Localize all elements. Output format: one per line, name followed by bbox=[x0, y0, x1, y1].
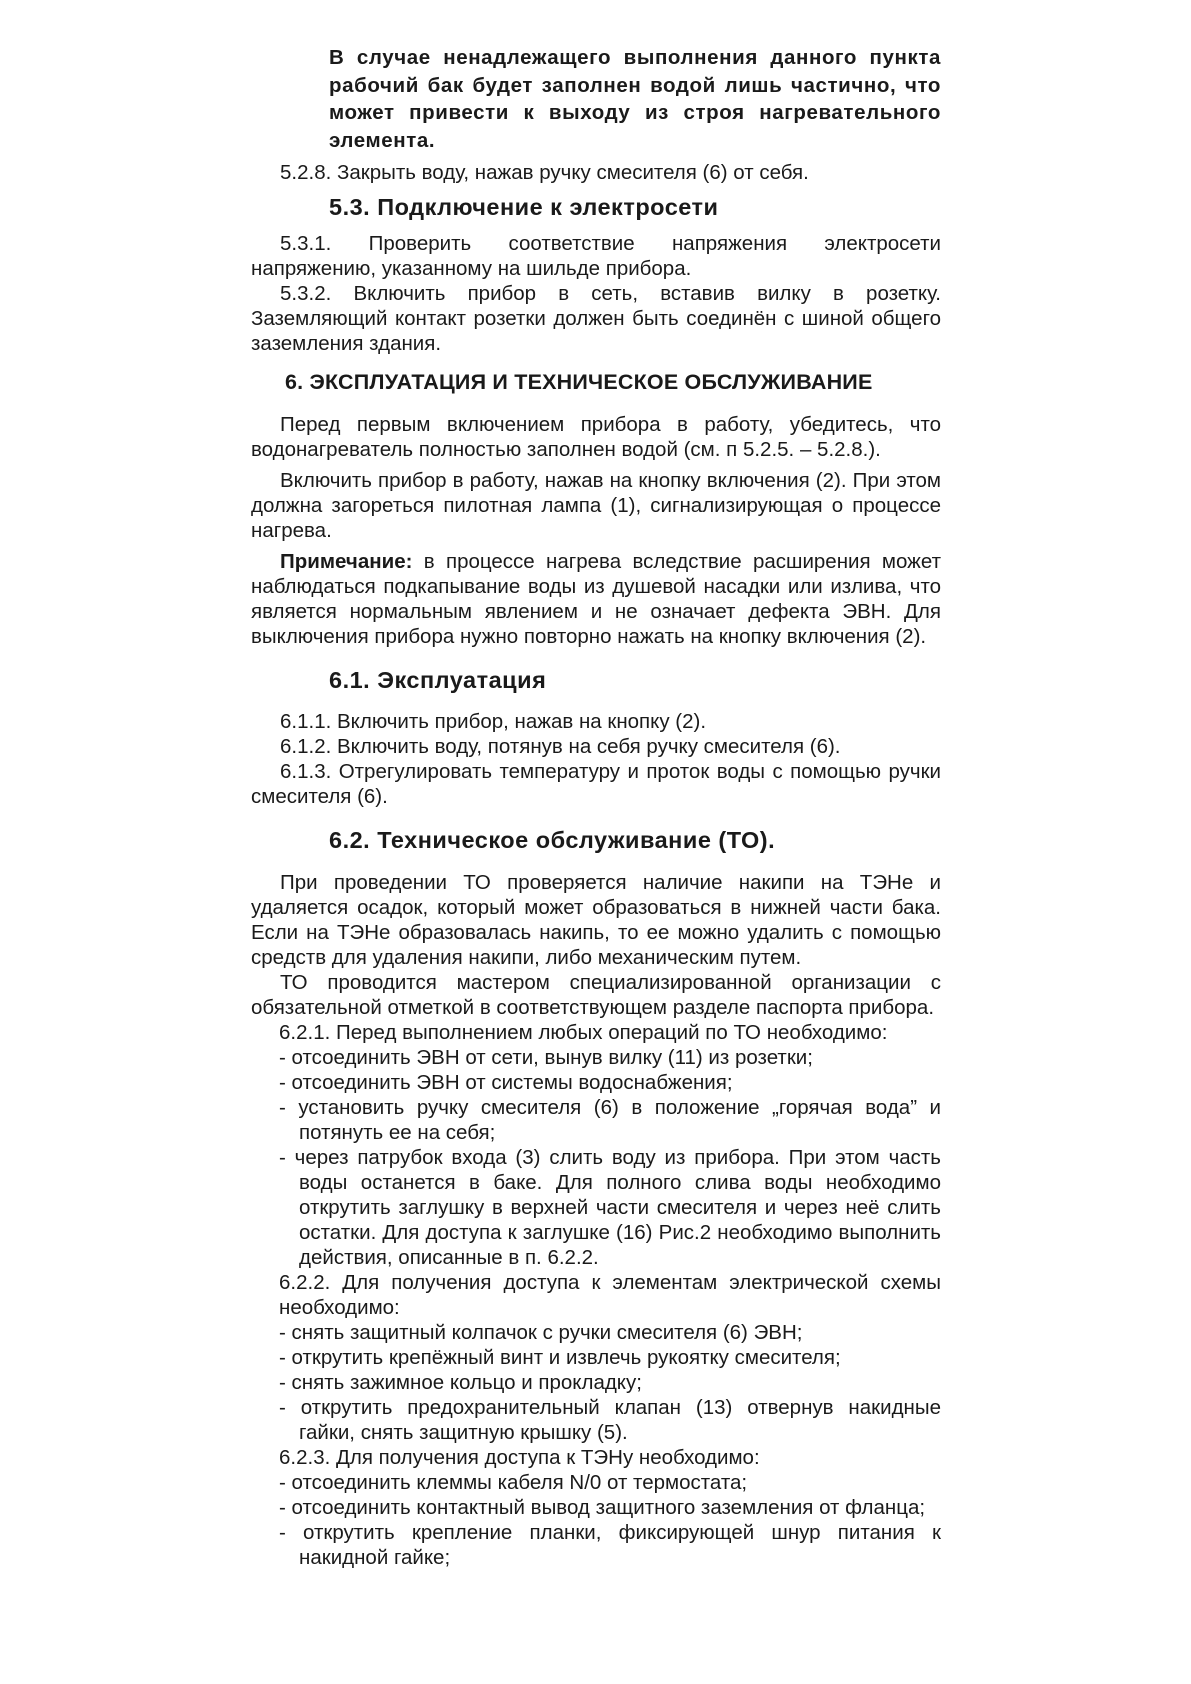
step-6-2-1: 6.2.1. Перед выполнением любых операций по ТО необходимо: bbox=[279, 1021, 888, 1044]
list-item: - отсоединить клеммы кабеля N/0 от термостата; bbox=[279, 1471, 748, 1494]
step-5-2-8: 5.2.8. Закрыть воду, нажав ручку смесителя (6) от себя. bbox=[280, 161, 809, 184]
paragraph-first-start: Перед первым включением прибора в работу, убедитесь, что водонагреватель полностью заполнен водой (см. п 5.2.5. – 5.2.8.). bbox=[251, 413, 941, 461]
list-item: - установить ручку смесителя (6) в положение „горячая вода” и потянуть ее на себя; bbox=[279, 1096, 941, 1144]
paragraph-maintenance-scale: При проведении ТО проверяется наличие накипи на ТЭНе и удаляется осадок, который может образоваться в нижней части бака. Если на ТЭНе образовалась накипь, то ее можно удалить с помощью средств для удаления накипи, либо механическим путем. bbox=[251, 871, 941, 969]
note-text: в процессе нагрева вследствие расширения может наблюдаться подкапывание воды из душевой насадки или излива, что является нормальным явлением и не означает дефекта ЭВН. Для выключения прибора нужно повторно нажать на кнопку включения (2). bbox=[251, 550, 941, 648]
heading-5-3: 5.3. Подключение к электросети bbox=[329, 194, 719, 220]
step-6-1-3: 6.1.3. Отрегулировать температуру и проток воды с помощью ручки смесителя (6). bbox=[251, 760, 941, 808]
list-item: - снять защитный колпачок с ручки смесителя (6) ЭВН; bbox=[279, 1321, 803, 1344]
list-item: - отсоединить контактный вывод защитного заземления от фланца; bbox=[279, 1496, 926, 1519]
step-6-1-1: 6.1.1. Включить прибор, нажав на кнопку (2). bbox=[280, 710, 707, 733]
step-6-2-3: 6.2.3. Для получения доступа к ТЭНу необходимо: bbox=[279, 1446, 760, 1469]
list-item: - снять зажимное кольцо и прокладку; bbox=[279, 1371, 642, 1394]
paragraph-switch-on: Включить прибор в работу, нажав на кнопку включения (2). При этом должна загореться пилотная лампа (1), сигнализирующая о процессе нагрева. bbox=[251, 469, 941, 542]
list-item: - отсоединить ЭВН от сети, вынув вилку (11) из розетки; bbox=[279, 1046, 813, 1069]
list-item: - открутить крепление планки, фиксирующей шнур питания к накидной гайке; bbox=[279, 1521, 941, 1569]
heading-6-2: 6.2. Техническое обслуживание (ТО). bbox=[329, 827, 776, 853]
step-6-1-2: 6.1.2. Включить воду, потянув на себя ручку смесителя (6). bbox=[280, 735, 841, 758]
text-column bbox=[251, 44, 941, 1570]
step-5-3-2: 5.3.2. Включить прибор в сеть, вставив вилку в розетку. Заземляющий контакт розетки должен быть соединён с шиной общего заземления здания. bbox=[251, 282, 941, 355]
step-5-3-1: 5.3.1. Проверить соответствие напряжения электросети напряжению, указанному на шильде прибора. bbox=[251, 232, 941, 280]
step-6-2-2: 6.2.2. Для получения доступа к элементам электрической схемы необходимо: bbox=[279, 1271, 941, 1319]
list-item: - открутить предохранительный клапан (13) отвернув накидные гайки, снять защитную крышку (5). bbox=[279, 1396, 941, 1444]
list-item: - отсоединить ЭВН от системы водоснабжения; bbox=[279, 1071, 733, 1094]
list-item: - открутить крепёжный винт и извлечь рукоятку смесителя; bbox=[279, 1346, 841, 1369]
note-label: Примечание: bbox=[280, 550, 413, 573]
heading-6-1: 6.1. Эксплуатация bbox=[329, 667, 547, 693]
paragraph-maintenance-master: ТО проводится мастером специализированной организации с обязательной отметкой в соответствующем разделе паспорта прибора. bbox=[251, 971, 941, 1019]
list-item: - через патрубок входа (3) слить воду из прибора. При этом часть воды останется в баке. Для полного слива воды необходимо открутить заглушку в верхней части смесителя и через неё слить остатки. Для доступа к заглушке (16) Рис.2 необходимо выполнить действия, описанные в п. 6.2.2. bbox=[279, 1146, 941, 1269]
note-paragraph bbox=[251, 549, 941, 649]
warning-paragraph: В случае ненадлежащего выполнения данного пункта рабочий бак будет заполнен водой лишь частично, что может привести к выходу из строя нагревательного элемента. bbox=[329, 46, 941, 152]
heading-6: 6. ЭКСПЛУАТАЦИЯ И ТЕХНИЧЕСКОЕ ОБСЛУЖИВАНИЕ bbox=[285, 370, 873, 394]
